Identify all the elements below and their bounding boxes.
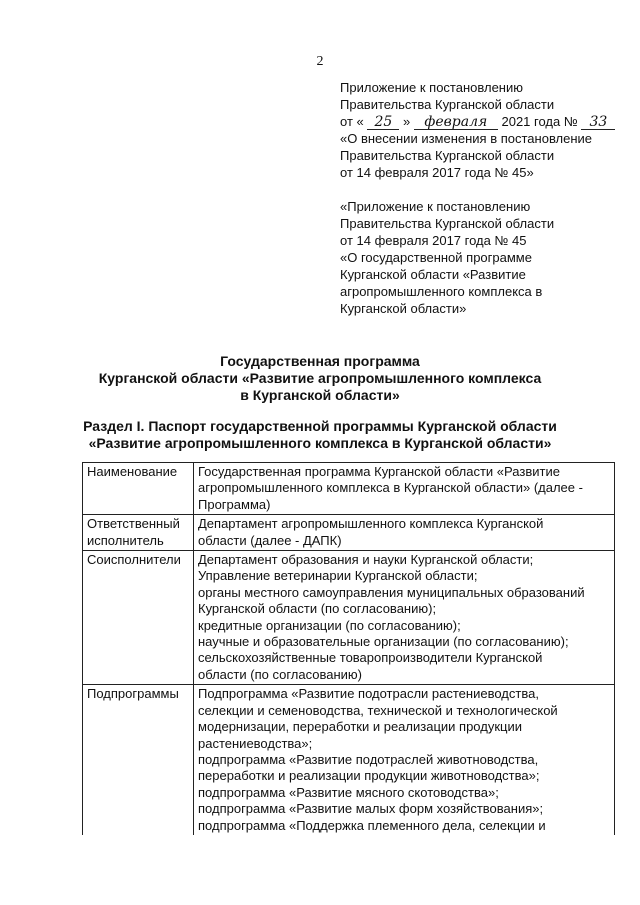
section-heading (0, 418, 640, 452)
content-line: растениеводства»; (198, 735, 313, 751)
label-line: Ответственный (87, 516, 180, 532)
appendix-line: Приложение к постановлению (340, 80, 523, 95)
appendix2-line: Правительства Курганской области (340, 216, 555, 231)
content-line: научные и образовательные организации (по согласованию); (198, 634, 569, 650)
title-line: Курганской области «Развитие агропромышленного комплекса (98, 370, 542, 386)
document-title (0, 353, 640, 404)
row-label (83, 685, 194, 835)
handwritten-day: 25 (367, 115, 399, 130)
content-line: Государственная программа Курганской области «Развитие (198, 464, 560, 479)
row-content (194, 551, 615, 685)
table-row (83, 515, 615, 551)
row-label (83, 463, 194, 515)
table-row (83, 551, 615, 685)
row-content (194, 463, 615, 515)
content-line: области (далее - ДАПК) (198, 532, 342, 548)
appendix-line: Правительства Курганской области (340, 148, 555, 163)
appendix2-line: от 14 февраля 2017 года № 45 (340, 233, 527, 248)
date-sep: » (403, 114, 411, 129)
handwritten-month: февраля (414, 115, 498, 130)
content-line: селекции и семеноводства, технической и технологической (198, 702, 558, 718)
row-label (83, 515, 194, 551)
handwritten-number: 33 (581, 115, 615, 130)
label-line: Наименование (87, 464, 178, 479)
table-row (83, 463, 615, 515)
passport-table (82, 462, 615, 835)
content-line: подпрограмма «Поддержка племенного дела, селекции и (198, 817, 546, 833)
title-line: в Курганской области» (240, 387, 400, 403)
title-line: Государственная программа (220, 353, 420, 369)
content-line: подпрограмма «Развитие мясного скотоводства»; (198, 784, 499, 800)
content-line: агропромышленного комплекса в Курганской области» (далее - (198, 480, 583, 496)
content-line: Курганской области (по согласованию); (198, 601, 437, 617)
label-line: Соисполнители (87, 552, 181, 568)
row-label (83, 551, 194, 685)
appendix-line: Правительства Курганской области (340, 97, 555, 112)
page-number: 2 (316, 54, 324, 69)
appendix2-line: агропромышленного комплекса в (340, 284, 543, 299)
content-line: Подпрограмма «Развитие подотрасли растениеводства, (198, 686, 539, 702)
appendix-line: «О внесении изменения в постановление (340, 131, 593, 146)
appendix2-line: Курганской области» (340, 301, 467, 316)
table-row (83, 685, 615, 835)
appendix-original (340, 198, 630, 317)
content-line: подпрограмма «Развитие подотраслей животноводства, (198, 751, 539, 767)
appendix-header (340, 79, 630, 317)
content-line: органы местного самоуправления муниципальных образований (198, 584, 585, 600)
appendix2-line: «О государственной программе (340, 250, 532, 265)
content-line: Департамент образования и науки Курганской области; (198, 552, 534, 568)
content-line: переработки и реализации продукции животноводства»; (198, 768, 540, 784)
content-line: Департамент агропромышленного комплекса Курганской (198, 516, 544, 532)
appendix2-line: «Приложение к постановлению (340, 199, 531, 214)
content-line: кредитные организации (по согласованию); (198, 617, 461, 633)
appendix-line: от 14 февраля 2017 года № 45» (340, 165, 534, 180)
year-text: 2021 года № (501, 114, 578, 129)
section-line: Раздел I. Паспорт государственной программы Курганской области (83, 418, 557, 434)
row-content (194, 515, 615, 551)
appendix2-line: Курганской области «Развитие (340, 267, 526, 282)
label-line: исполнитель (87, 532, 164, 548)
content-line: Управление ветеринарии Курганской области; (198, 568, 478, 584)
content-line: модернизации, переработки и реализации продукции (198, 719, 522, 735)
section-line: «Развитие агропромышленного комплекса в Курганской области» (88, 435, 552, 451)
content-line: подпрограмма «Развитие малых форм хозяйствования»; (198, 801, 544, 817)
content-line: области (по согласованию) (198, 666, 362, 682)
appendix-date-line (340, 113, 630, 130)
row-content (194, 685, 615, 835)
content-line: Программа) (198, 496, 271, 512)
date-prefix: от « (340, 114, 364, 129)
label-line: Подпрограммы (87, 686, 179, 702)
content-line: сельскохозяйственные товаропроизводители Курганской (198, 650, 543, 666)
